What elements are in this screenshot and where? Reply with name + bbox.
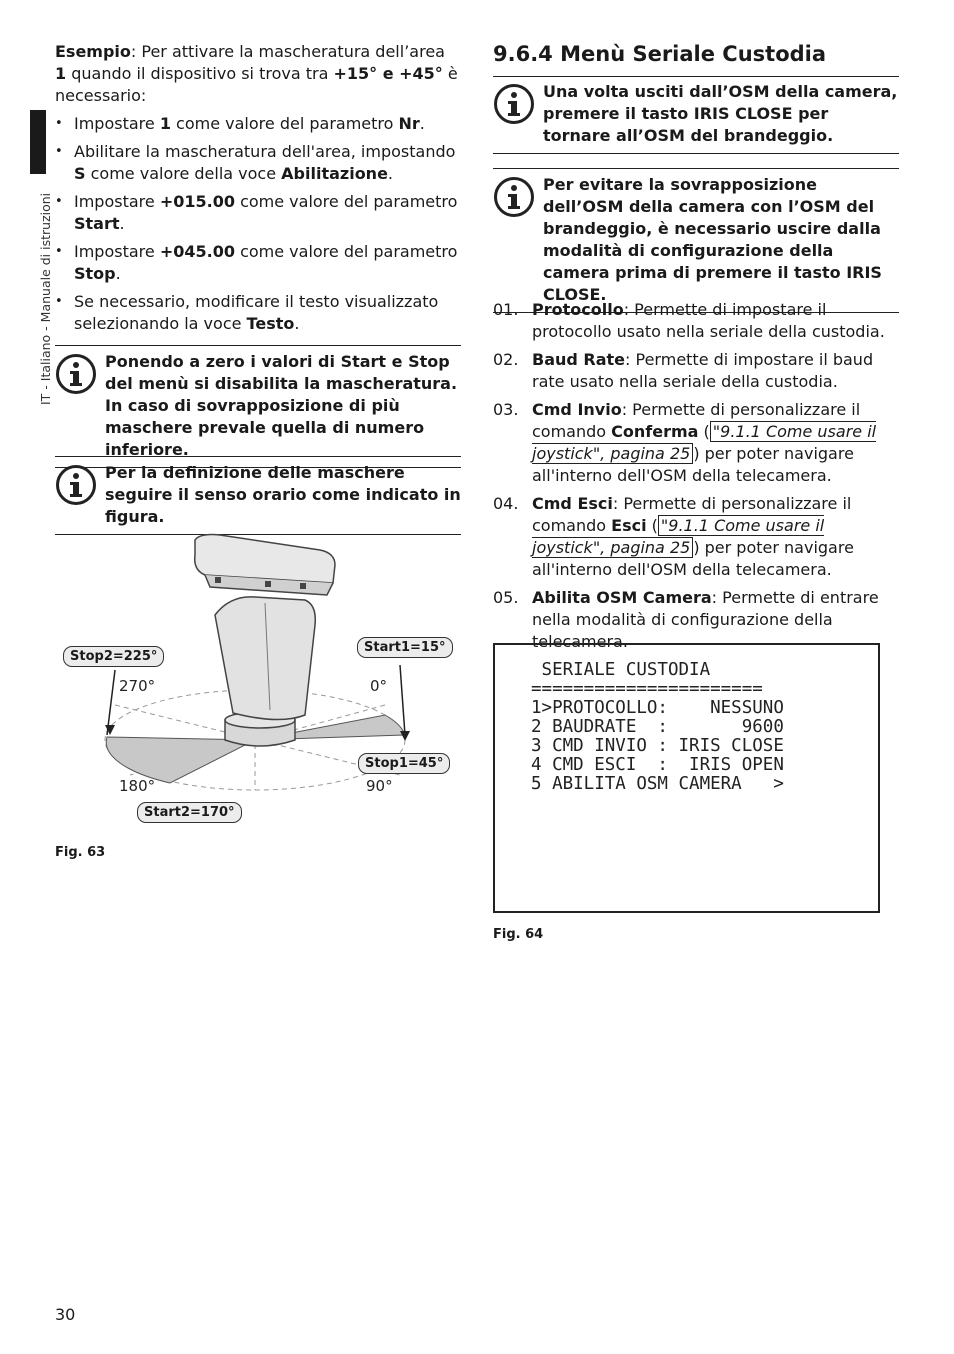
note-text: Ponendo a zero i valori di Start e Stop del menù si disabilita la mascheratura. In caso di sovrapposizione di più maschere prevale quella di numero inferiore. bbox=[105, 352, 458, 459]
section-heading: 9.6.4 Menù Seriale Custodia bbox=[493, 42, 827, 66]
list-item: • Se necessario, modificare il testo visualizzato selezionando la voce Testo. bbox=[55, 291, 465, 335]
list-item: • Impostare 1 come valore del parametro Nr. bbox=[55, 113, 465, 135]
info-note bbox=[55, 345, 461, 468]
start1-label: Start1=15° bbox=[357, 637, 453, 658]
menu-items-list bbox=[493, 299, 899, 659]
note-text: Una volta usciti dall’OSM della camera, premere il tasto IRIS CLOSE per tornare all’OSM del brandeggio. bbox=[543, 82, 898, 145]
cross-reference-link[interactable]: "9.1.1 Come usare il joystick", pagina 25 bbox=[532, 422, 877, 463]
info-icon bbox=[55, 464, 97, 506]
osm-menu-screen bbox=[493, 643, 880, 913]
angle-0-label: 0° bbox=[370, 677, 388, 695]
start2-label: Start2=170° bbox=[137, 802, 242, 823]
info-icon bbox=[493, 83, 535, 125]
list-item: 05. Abilita OSM Camera: Permette di entrare nella modalità di configurazione della telecamera. bbox=[493, 588, 879, 651]
list-item: • Impostare +015.00 come valore del parametro Start. bbox=[55, 191, 465, 235]
info-note bbox=[55, 456, 461, 535]
page-number: 30 bbox=[55, 1305, 76, 1324]
osm-menu-text: SERIALE CUSTODIA ====================== 1>PROTOCOLLO: NESSUNO 2 BAUDRATE : 9600 3 CMD INVIO : IRIS CLOSE 4 CMD ESCI : IRIS OPEN 5 ABILITA OSM CAMERA > bbox=[531, 660, 784, 794]
cross-reference-link[interactable]: "9.1.1 Come usare il joystick", pagina 25 bbox=[532, 516, 825, 557]
figure-caption: Fig. 63 bbox=[55, 845, 106, 860]
stop2-label: Stop2=225° bbox=[63, 646, 164, 667]
info-icon bbox=[55, 353, 97, 395]
list-item: 02. Baud Rate: Permette di impostare il baud rate usato nella seriale della custodia. bbox=[493, 350, 874, 391]
side-tab-marker bbox=[30, 110, 46, 174]
steps-list bbox=[55, 113, 465, 341]
stop1-label: Stop1=45° bbox=[358, 753, 450, 774]
angle-180-label: 180° bbox=[119, 777, 156, 795]
list-item: • Impostare +045.00 come valore del parametro Stop. bbox=[55, 241, 465, 285]
angle-90-label: 90° bbox=[366, 777, 393, 795]
info-note bbox=[493, 168, 899, 313]
example-paragraph: Esempio: Per attivare la mascheratura dell’area 1 quando il dispositivo si trova tra +15° e +45° è necessario: bbox=[55, 42, 458, 105]
note-text: Per la definizione delle maschere seguire il senso orario come indicato in figura. bbox=[105, 463, 461, 526]
list-item: 04. Cmd Esci: Permette di personalizzare il comando Esci ( "9.1.1 Come usare il joystick", pagina 25 ) per poter navigare all'interno dell'OSM della telecamera. bbox=[493, 494, 854, 579]
list-item: 03. Cmd Invio: Permette di personalizzare il comando Conferma ( "9.1.1 Come usare il joystick", pagina 25 ) per poter navigare all'interno dell'OSM della telecamera. bbox=[493, 400, 877, 485]
ptz-camera-illustration bbox=[55, 525, 465, 835]
list-item: • Abilitare la mascheratura dell'area, impostando S come valore della voce Abilitazione. bbox=[55, 141, 465, 185]
angle-270-label: 270° bbox=[119, 677, 156, 695]
figure-caption: Fig. 64 bbox=[493, 927, 544, 942]
note-text: Per evitare la sovrapposizione dell’OSM della camera con l’OSM del brandeggio, è necessario uscire dalla modalità di configurazione della camera prima di premere il tasto IRIS CLOSE. bbox=[543, 175, 882, 304]
list-item: 01. Protocollo: Permette di impostare il protocollo usato nella seriale della custodia. bbox=[493, 300, 885, 341]
info-note bbox=[493, 76, 899, 154]
side-tab-label: IT - Italiano - Manuale di istruzioni bbox=[38, 192, 53, 405]
info-icon bbox=[493, 176, 535, 218]
masking-figure bbox=[55, 525, 465, 835]
